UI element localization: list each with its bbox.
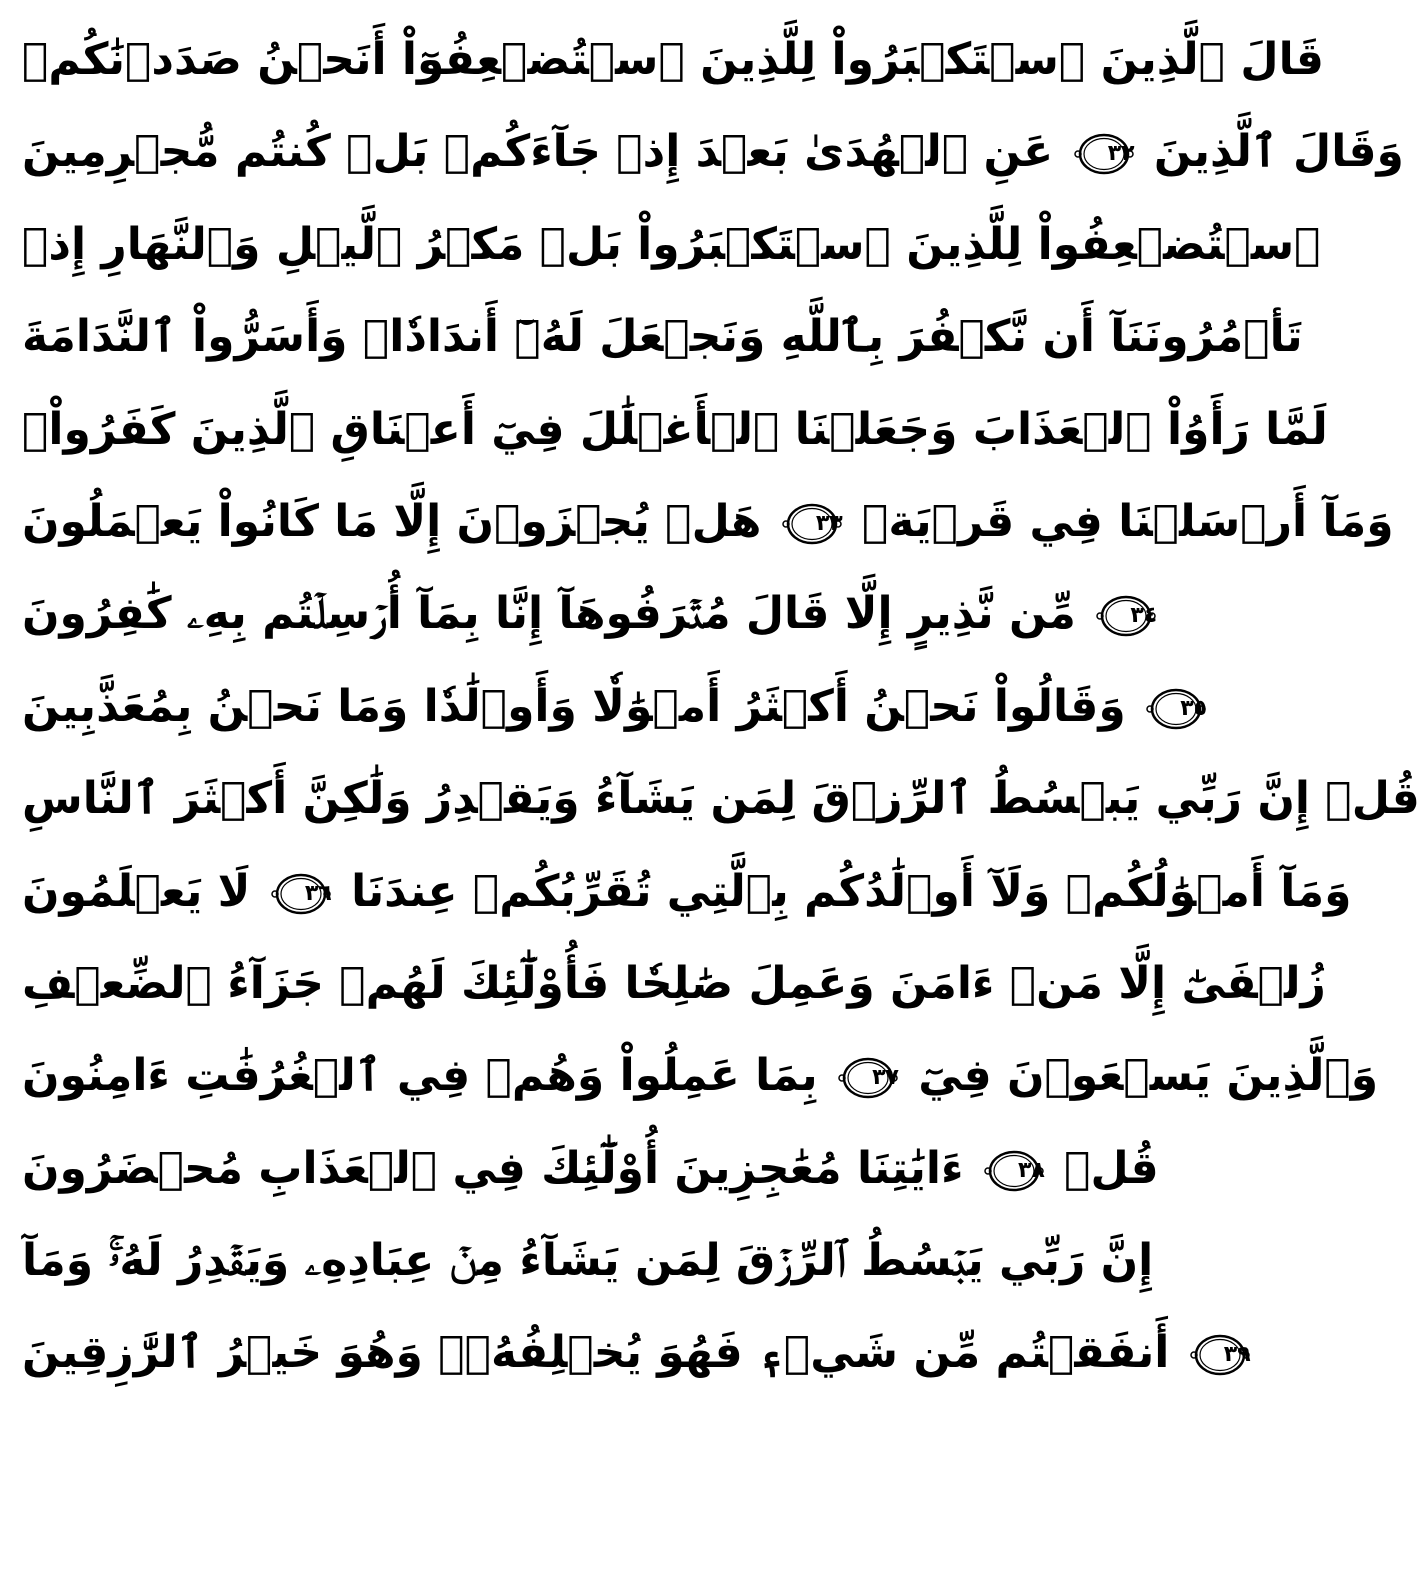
verse-line (22, 1307, 1251, 1399)
verse-line (22, 291, 1303, 383)
ayah-number: ٣٤ (1130, 603, 1158, 629)
ayah-number-marker (781, 501, 843, 547)
verse-text: تَأۡمُرُونَنَآ أَن نَّكۡفُرَ بِٱللَّهِ وَنَجۡعَلَ لَهُۥٓ أَندَادٗاۚ وَأَسَرُّواْ ٱلنَّدَامَةَ (22, 311, 1303, 363)
verse-line (22, 199, 1321, 291)
verse-text: إِنَّ رَبِّي يَبۡسُطُ ٱلرِّزۡقَ لِمَن يَشَآءُ مِنۡ عِبَادِهِۦ وَيَقۡدِرُ لَهُۥۚ وَمَآ (22, 1235, 1154, 1287)
verse-line (22, 14, 1324, 106)
ayah-number: ٣٩ (1223, 1342, 1251, 1368)
verse-line (22, 1123, 1159, 1215)
verse-text: لَمَّا رَأَوُاْ ٱلۡعَذَابَ وَجَعَلۡنَا ٱلۡأَغۡلَٰلَ فِيٓ أَعۡنَاقِ ٱلَّذِينَ كَفَرُواْۚ (22, 403, 1328, 455)
ayah-number-marker (983, 1148, 1045, 1194)
verse-line (22, 384, 1328, 476)
verse-text: بِمَا عَمِلُواْ وَهُمۡ فِي ٱلۡغُرُفَٰتِ ءَامِنُونَ (22, 1050, 818, 1102)
verse-text: وَقَالَ ٱلَّذِينَ (1153, 126, 1404, 178)
ayah-number: ٣٦ (304, 880, 332, 906)
ayah-number: ٣٢ (1107, 141, 1135, 167)
ayah-number-marker (837, 1055, 899, 1101)
verse-text: أَنفَقۡتُم مِّن شَيۡءٖ فَهُوَ يُخۡلِفُهُۥۖ وَهُوَ خَيۡرُ ٱلرَّٰزِقِينَ (22, 1327, 1170, 1379)
verse-text: هَلۡ يُجۡزَوۡنَ إِلَّا مَا كَانُواْ يَعۡمَلُونَ (22, 495, 762, 547)
verse-text: قَالَ ٱلَّذِينَ ٱسۡتَكۡبَرُواْ لِلَّذِينَ ٱسۡتُضۡعِفُوٓاْ أَنَحۡنُ صَدَدۡنَٰكُمۡ (22, 34, 1324, 85)
verse-text: زُلۡفَىٰٓ إِلَّا مَنۡ ءَامَنَ وَعَمِلَ صَٰلِحٗا فَأُوْلَٰٓئِكَ لَهُمۡ جَزَآءُ ٱلضِّعۡفِ (22, 957, 1326, 1009)
verse-line (22, 1215, 1154, 1307)
verse-text: ءَايَٰتِنَا مُعَٰجِزِينَ أُوْلَٰٓئِكَ فِي ٱلۡعَذَابِ مُحۡضَرُونَ (22, 1142, 964, 1194)
verse-text: وَٱلَّذِينَ يَسۡعَوۡنَ فِيٓ (918, 1050, 1379, 1102)
ayah-number-marker (1095, 593, 1157, 639)
verse-line (22, 106, 1404, 198)
verse-line (22, 661, 1208, 753)
ayah-number: ٣٣ (815, 510, 843, 536)
verse-text: عَنِ ٱلۡهُدَىٰ بَعۡدَ إِذۡ جَآءَكُمۖ بَلۡ كُنتُم مُّجۡرِمِينَ (22, 126, 1054, 178)
verse-line (22, 753, 1420, 845)
ayah-number: ٣٥ (1180, 695, 1208, 721)
verse-text: مِّن نَّذِيرٍ إِلَّا قَالَ مُتۡرَفُوهَآ إِنَّا بِمَآ أُرۡسِلۡتُم بِهِۦ كَٰفِرُونَ (22, 588, 1076, 640)
ayah-number-marker (270, 871, 332, 917)
verse-line (22, 1030, 1379, 1122)
verse-line (22, 568, 1158, 660)
ayah-number-marker (1073, 131, 1135, 177)
verse-text: ٱسۡتُضۡعِفُواْ لِلَّذِينَ ٱسۡتَكۡبَرُواْ بَلۡ مَكۡرُ ٱلَّيۡلِ وَٱلنَّهَارِ إِذۡ (22, 218, 1321, 270)
ayah-number: ٣٨ (1017, 1157, 1045, 1183)
verse-text: وَمَآ أَمۡوَٰلُكُمۡ وَلَآ أَوۡلَٰدُكُم بِٱلَّتِي تُقَرِّبُكُمۡ عِندَنَا (351, 865, 1352, 917)
verse-text: قُلۡ إِنَّ رَبِّي يَبۡسُطُ ٱلرِّزۡقَ لِمَن يَشَآءُ وَيَقۡدِرُ وَلَٰكِنَّ أَكۡثَرَ ٱلنَّاسِ (22, 773, 1420, 825)
verse-text: وَمَآ أَرۡسَلۡنَا فِي قَرۡيَةٖ (862, 495, 1394, 547)
verse-text: لَا يَعۡلَمُونَ (22, 865, 251, 917)
verse-line (22, 938, 1326, 1030)
verse-text: وَقَالُواْ نَحۡنُ أَكۡثَرُ أَمۡوَٰلٗا وَأَوۡلَٰدٗا وَمَا نَحۡنُ بِمُعَذَّبِينَ (22, 680, 1126, 732)
ayah-number: ٣٧ (872, 1065, 899, 1091)
ayah-number-marker (1189, 1332, 1251, 1378)
verse-line (22, 476, 1394, 568)
verse-line (22, 846, 1352, 938)
verse-text: قُلۡ (1064, 1142, 1159, 1194)
ayah-number-marker (1145, 686, 1207, 732)
